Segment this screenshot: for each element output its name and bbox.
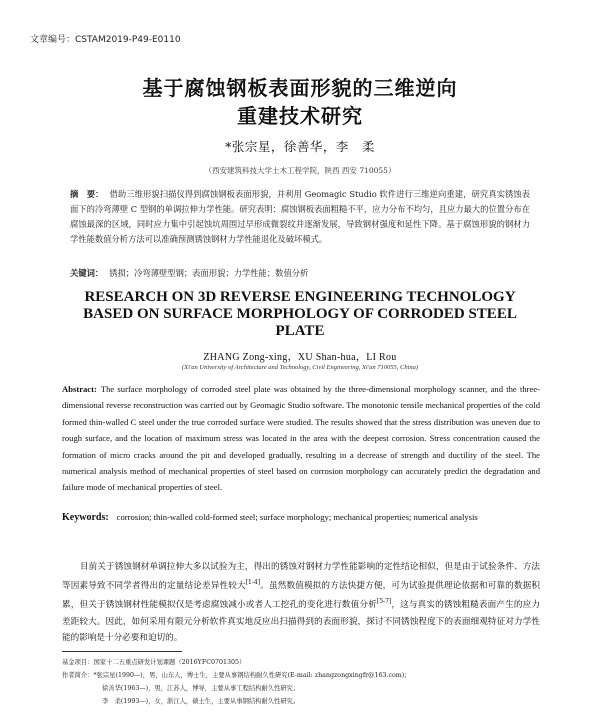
english-keywords-label: Keywords: [62,512,109,523]
chinese-title-line-1: 基于腐蚀钢板表面形貌的三维逆向 [142,76,458,100]
footnotes [62,656,540,708]
english-abstract-label: Abstract: [62,384,97,394]
english-title: RESEARCH ON 3D REVERSE ENGINEERING TECHNOLOGY BASED ON SURFACE MORPHOLOGY OF CORRODED STEEL PLATE [83,289,517,339]
english-authors: ZHANG Zong-xing，XU Shan-hua，LI Rou [203,352,397,363]
citation-ref-2[interactable]: [5-7] [376,598,392,606]
chinese-authors: *张宗星，徐善华，李 柔 [225,139,375,154]
body-paragraph [62,559,540,646]
citation-ref-1[interactable]: [1-4] [245,579,261,587]
chinese-abstract [70,187,530,247]
chinese-abstract-text: 借助三维形貌扫描仪得到腐蚀钢板表面形貌，并利用 Geomagic Studio 软件进行三维逆向重建，研究真实锈蚀表面下的冷弯薄壁 C 型钢的单调拉伸力学性能。研究表明：腐蚀钢板表面粗糙不平，应力分布不均匀，且应力最大的位置分布在腐蚀最深的区域，同时应力集中引起蚀坑周围过早形成微裂纹并逐渐发展，导致钢材强度和延性下降。基于腐蚀形貌的钢材力学性能数值分析方法可以准确预测锈蚀钢材力学性能退化及破坏模式。 [70,189,530,244]
body-text-part-1: 目前关于锈蚀钢材单调拉伸大多以试验为主，得出的锈蚀对钢材力学性能影响的定性结论相似，但是由于试验条件、方法等因素导致不同学者得出的定量结论差异性较大 [62,562,540,592]
footnote-author-2: 徐善华(1963—)，男，江苏人，博导，主要从事工程结构耐久性研究； [102,685,300,692]
chinese-affiliation: （西安建筑科技大学土木工程学院，陕西 西安 710055） [204,166,396,175]
chinese-abstract-label: 摘 要： [70,189,104,199]
chinese-keywords [70,267,530,279]
english-abstract-text: The surface morphology of corroded steel plate was obtained by the three-dimensional morphology scanner, and the three-dimensional reverse reconstruction was carried out by Geomagic Studio software. The monotonic tensile mechanical properties of the cold formed thin-walled C steel under the true corroded surface were studied. The results showed that the stress distribution was uneven due to rough surface, and the location of maximum stress was located in the area with the deepest corrosion. Stress concentration caused the formation of micro cracks around the pit and developed gradually, resulting in a decrease of strength and ductility of the steel. The numerical analysis method of mechanical properties of steel based on corrosion morphology can accurately predict the degradation and failure mode of mechanical properties of steel. [62,384,540,493]
body-text-part-2: 。虽然数值模拟的方法快捷方便，可为试验提供理论依据和可靠的数据积累，但关于锈蚀钢材性能模拟仅是考虑腐蚀减小或者人工挖孔的变化进行数值分析 [62,581,540,611]
english-keywords [62,510,540,525]
english-abstract [62,381,540,496]
chinese-keywords-text: 锈损；冷弯薄壁型钢；表面形貌；力学性能；数值分析 [109,268,309,278]
footnote-author-3: 李 柔(1993—)，女，浙江人，硕士生，主要从事钢结构耐久性研究。 [102,698,300,705]
article-number: 文章编号：CSTAM2019-P49-E0110 [30,35,181,45]
english-affiliation: (Xi'an University of Architecture and Technology, Civil Engineering, Xi'an 710055, China) [181,364,419,371]
chinese-keywords-label: 关键词： [70,268,104,278]
english-keywords-text: corrosion; thin-walled cold-formed steel; surface morphology; mechanical properties; numerical analysis [116,512,478,522]
chinese-title-line-2: 重建技术研究 [237,104,363,128]
footnote-divider [62,651,182,652]
footnote-author-1: 作者简介：*张宗星(1990—)，男，山东人，博士生，主要从事钢结构耐久性研究(E-mail: zhangzongxingfr@163.com)； [62,672,411,679]
footnote-funding: 基金项目：国家十二五重点研发计划课题（2016YFC0701305） [62,659,246,666]
body-text-part-3: ，这与真实的锈蚀粗糙表面产生的应力差距较大。因此，如何采用有限元分析软件真实地反应出扫描得到的表面形貌，探讨不同锈蚀程度下的表面细观特征对力学性能的影响是十分必要和迫切的。 [62,600,540,643]
